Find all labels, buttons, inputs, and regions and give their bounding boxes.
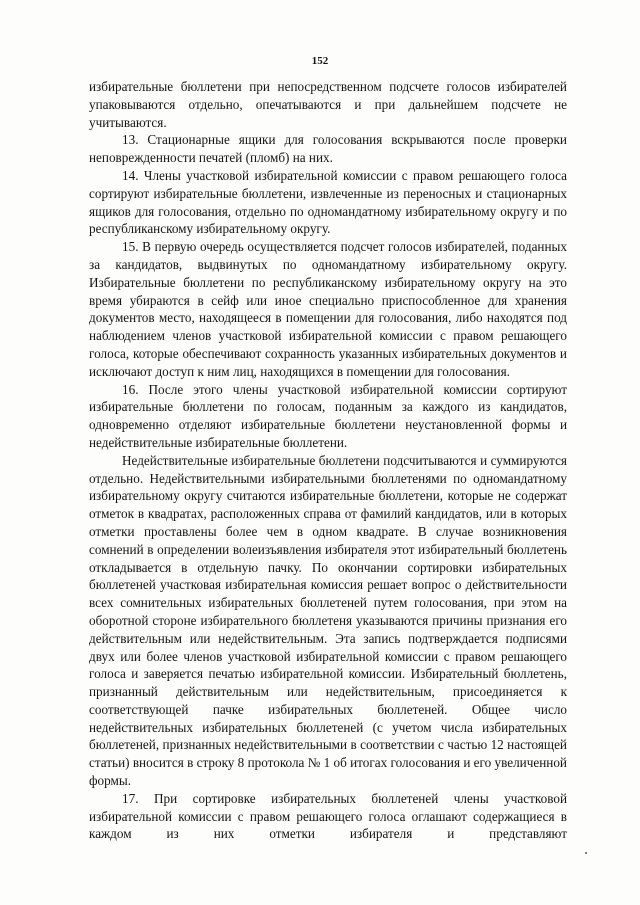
paragraph: 13. Стационарные ящики для голосования вскрываются после проверки неповрежденности печатей (пломб) на них. [89, 132, 567, 166]
page-number: 152 [311, 55, 329, 67]
paragraph: Недействительные избирательные бюллетени подсчитываются и суммируются отдельно. Недействительными избирательными бюллетенями по одномандатному избирательному округу считаются избирательные бюллетени, которые не содержат отметок в квадратах, расположенных справа от фамилий кандидатов, или в которых отметки проставлены более чем в одном квадрате. В случае возникновения сомнений в определении волеизъявления избирателя этот избирательный бюллетень откладывается в отдельную пачку. По окончании сортировки избирательных бюллетеней участковая избирательная комиссия решает вопрос о действительности всех сомнительных избирательных бюллетеней путем голосования, при этом на оборотной стороне избирательного бюллетеня указываются причины признания его действительным или недействительным. Эта запись подтверждается подписями двух или более членов участковой избирательной комиссии с правом решающего голоса и заверяется печатью избирательной комиссии. Избирательный бюллетень, признанный действительным или недействительным, присоединяется к соответствующей пачке избирательных бюллетеней. Общее число недействительных избирательных бюллетеней (с учетом числа избирательных бюллетеней, признанных недействительными в соответствии с частью 12 настоящей статьи) вносится в строку 8 протокола № 1 об итогах голосования и его увеличенной формы. [89, 452, 567, 789]
paragraph: 17. При сортировке избирательных бюллетеней члены участковой избирательной комиссии с правом решающего голоса оглашают содержащиеся в каждом из них отметки избирателя и представляют [89, 790, 567, 842]
paragraph: 15. В первую очередь осуществляется подсчет голосов избирателей, поданных за кандидатов, выдвинутых по одномандатному избирательному округу. Избирательные бюллетени по республиканскому избирательному округу на это время убираются в сейф или иное специально приспособленное для хранения документов место, находящееся в помещении для голосования, либо находятся под наблюдением членов участковой избирательной комиссии с правом решающего голоса, которые обеспечивают сохранность указанных избирательных документов и исключают доступ к ним лиц, находящихся в помещении для голосования. [89, 239, 567, 379]
scan-speck [585, 852, 587, 854]
paragraph: 14. Члены участковой избирательной комиссии с правом решающего голоса сортируют избирательные бюллетени, извлеченные из переносных и стационарных ящиков для голосования, отдельно по одномандатному избирательному округу и по республиканскому избирательному округу. [89, 167, 567, 237]
paragraph: 16. После этого члены участковой избирательной комиссии сортируют избирательные бюллетени по голосам, поданным за каждого из кандидатов, одновременно отделяют избирательные бюллетени неустановленной формы и недействительные избирательные бюллетени. [89, 381, 567, 450]
body-text [89, 78, 567, 843]
paragraph: избирательные бюллетени при непосредственном подсчете голосов избирателей упаковываются отдельно, опечатываются и при дальнейшем подсчете не учитываются. [89, 79, 567, 130]
